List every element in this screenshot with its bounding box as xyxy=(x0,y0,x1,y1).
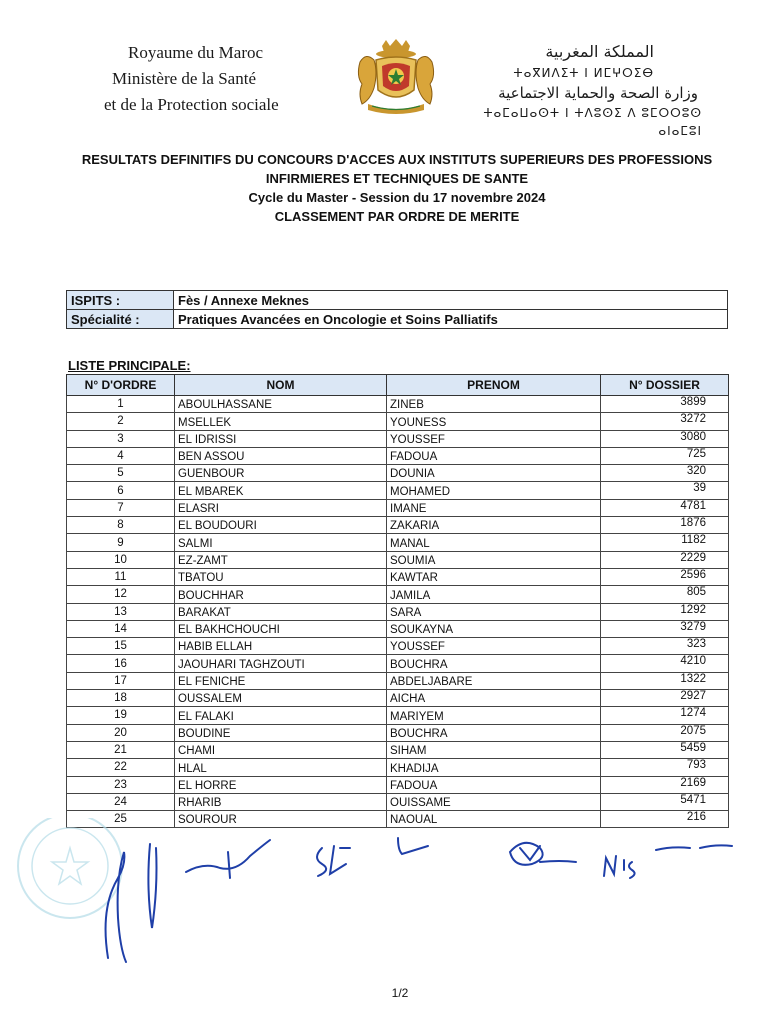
signature-4 xyxy=(398,838,428,854)
specialite-value: Pratiques Avancées en Oncologie et Soins Palliatifs xyxy=(174,310,728,329)
rank-cell: 25 xyxy=(67,811,175,828)
dossier-cell: 39 xyxy=(601,482,729,499)
table-row xyxy=(67,430,729,447)
table-row xyxy=(67,499,729,516)
nom-cell: MSELLEK xyxy=(175,413,387,430)
dossier-cell: 3899 xyxy=(601,396,729,413)
table-row xyxy=(67,638,729,655)
rank-cell: 12 xyxy=(67,586,175,603)
table-row xyxy=(67,655,729,672)
table-row xyxy=(67,776,729,793)
table-row xyxy=(67,534,729,551)
prenom-cell: MOHAMED xyxy=(387,482,601,499)
dossier-cell: 1292 xyxy=(601,603,729,620)
prenom-cell: YOUSSEF xyxy=(387,638,601,655)
rank-cell: 18 xyxy=(67,690,175,707)
rank-cell: 8 xyxy=(67,517,175,534)
dossier-cell: 2596 xyxy=(601,568,729,585)
rank-cell: 11 xyxy=(67,568,175,585)
title-line-1: RESULTATS DEFINITIFS DU CONCOURS D'ACCES AUX INSTITUTS SUPERIEURS DES PROFESSIONS xyxy=(81,152,713,167)
nom-cell: EZ-ZAMT xyxy=(175,551,387,568)
nom-cell: SALMI xyxy=(175,534,387,551)
rank-cell: 17 xyxy=(67,672,175,689)
table-row xyxy=(67,620,729,637)
rank-cell: 1 xyxy=(67,396,175,413)
nom-cell: EL HORRE xyxy=(175,776,387,793)
nom-cell: RHARIB xyxy=(175,793,387,810)
table-row xyxy=(67,482,729,499)
nom-cell: HLAL xyxy=(175,759,387,776)
rank-cell: 3 xyxy=(67,430,175,447)
prenom-cell: SIHAM xyxy=(387,741,601,758)
moroccan-coat-of-arms-logo xyxy=(354,38,438,118)
nom-cell: ELASRI xyxy=(175,499,387,516)
prenom-cell: FADOUA xyxy=(387,776,601,793)
dossier-cell: 1322 xyxy=(601,672,729,689)
nom-cell: EL FENICHE xyxy=(175,672,387,689)
nom-cell: EL BOUDOURI xyxy=(175,517,387,534)
title-line-2: INFIRMIERES ET TECHNIQUES DE SANTE xyxy=(265,171,529,186)
table-row xyxy=(67,707,729,724)
results-table xyxy=(66,374,729,828)
handwritten-signatures xyxy=(106,838,732,962)
dossier-cell: 805 xyxy=(601,586,729,603)
prenom-cell: BOUCHRA xyxy=(387,724,601,741)
dossier-cell: 2075 xyxy=(601,724,729,741)
ministry-name-arabic: وزارة الصحة والحماية الاجتماعية xyxy=(498,84,698,102)
rank-cell: 15 xyxy=(67,638,175,655)
ministry-name-tifinagh: ⵜⴰⵎⴰⵡⴰⵙⵜ ⵏ ⵜⴷⵓⵙⵉ ⴷ ⵓⵎⵔⵔⵓⵙ ⴰⵏⴰⵎⵓⵏ xyxy=(483,106,702,138)
table-row xyxy=(67,551,729,568)
signature-1-mark xyxy=(148,844,156,928)
nom-cell: CHAMI xyxy=(175,741,387,758)
kingdom-name-tifinagh: ⵜⴰⴳⵍⴷⵉⵜ ⵏ ⵍⵎⵖⵔⵉⴱ xyxy=(513,66,654,80)
prenom-cell: KAWTAR xyxy=(387,568,601,585)
document-title xyxy=(50,150,744,226)
rank-cell: 20 xyxy=(67,724,175,741)
nom-cell: EL IDRISSI xyxy=(175,430,387,447)
header-dossier: N° DOSSIER xyxy=(601,375,729,396)
rank-cell: 7 xyxy=(67,499,175,516)
kingdom-name-arabic: المملكة المغربية xyxy=(545,42,654,61)
ministry-name-line1: Ministère de la Santé xyxy=(112,69,256,88)
dossier-cell: 4210 xyxy=(601,655,729,672)
table-row xyxy=(67,724,729,741)
nom-cell: BARAKAT xyxy=(175,603,387,620)
specialite-row xyxy=(67,310,728,329)
nom-cell: EL FALAKI xyxy=(175,707,387,724)
institute-info-table xyxy=(66,290,728,329)
nom-cell: BEN ASSOU xyxy=(175,447,387,464)
table-row xyxy=(67,690,729,707)
prenom-cell: YOUSSEF xyxy=(387,430,601,447)
rank-cell: 4 xyxy=(67,447,175,464)
nom-cell: ABOULHASSANE xyxy=(175,396,387,413)
rank-cell: 19 xyxy=(67,707,175,724)
prenom-cell: JAMILA xyxy=(387,586,601,603)
prenom-cell: SARA xyxy=(387,603,601,620)
table-row xyxy=(67,603,729,620)
dossier-cell: 1182 xyxy=(601,534,729,551)
prenom-cell: OUISSAME xyxy=(387,793,601,810)
page-number: 1/2 xyxy=(391,986,409,1000)
prenom-cell: FADOUA xyxy=(387,447,601,464)
nom-cell: EL MBAREK xyxy=(175,482,387,499)
signature-5 xyxy=(510,843,576,865)
table-row xyxy=(67,672,729,689)
table-row xyxy=(67,759,729,776)
nom-cell: HABIB ELLAH xyxy=(175,638,387,655)
header-nom: NOM xyxy=(175,375,387,396)
ispits-row xyxy=(67,291,728,310)
nom-cell: OUSSALEM xyxy=(175,690,387,707)
signature-3 xyxy=(317,846,350,876)
title-line-3: Cycle du Master - Session du 17 novembre 2024 xyxy=(248,190,546,205)
rank-cell: 21 xyxy=(67,741,175,758)
table-row xyxy=(67,465,729,482)
prenom-cell: MANAL xyxy=(387,534,601,551)
prenom-cell: SOUKAYNA xyxy=(387,620,601,637)
dossier-cell: 320 xyxy=(601,465,729,482)
prenom-cell: BOUCHRA xyxy=(387,655,601,672)
table-row xyxy=(67,447,729,464)
ispits-value: Fès / Annexe Meknes xyxy=(174,291,728,310)
nom-cell: EL BAKHCHOUCHI xyxy=(175,620,387,637)
prenom-cell: MARIYEM xyxy=(387,707,601,724)
table-row xyxy=(67,586,729,603)
dossier-cell: 3272 xyxy=(601,413,729,430)
table-row xyxy=(67,517,729,534)
prenom-cell: SOUMIA xyxy=(387,551,601,568)
prenom-cell: ABDELJABARE xyxy=(387,672,601,689)
nom-cell: SOUROUR xyxy=(175,811,387,828)
table-row xyxy=(67,793,729,810)
specialite-label: Spécialité : xyxy=(67,310,174,329)
prenom-cell: IMANE xyxy=(387,499,601,516)
rank-cell: 23 xyxy=(67,776,175,793)
dossier-cell: 323 xyxy=(601,638,729,655)
nom-cell: JAOUHARI TAGHZOUTI xyxy=(175,655,387,672)
ministry-header-ar xyxy=(440,40,710,140)
list-heading: LISTE PRINCIPALE: xyxy=(68,358,191,373)
prenom-cell: ZAKARIA xyxy=(387,517,601,534)
dossier-cell: 3080 xyxy=(601,430,729,447)
prenom-cell: DOUNIA xyxy=(387,465,601,482)
ministry-name-line2: et de la Protection sociale xyxy=(104,95,279,114)
header-prenom: PRENOM xyxy=(387,375,601,396)
table-row xyxy=(67,396,729,413)
rank-cell: 13 xyxy=(67,603,175,620)
dossier-cell: 2229 xyxy=(601,551,729,568)
rank-cell: 9 xyxy=(67,534,175,551)
nom-cell: TBATOU xyxy=(175,568,387,585)
prenom-cell: AICHA xyxy=(387,690,601,707)
rank-cell: 22 xyxy=(67,759,175,776)
official-stamp xyxy=(18,818,122,918)
rank-cell: 10 xyxy=(67,551,175,568)
rank-cell: 24 xyxy=(67,793,175,810)
nom-cell: BOUDINE xyxy=(175,724,387,741)
signature-6 xyxy=(604,845,732,878)
prenom-cell: KHADIJA xyxy=(387,759,601,776)
table-row xyxy=(67,741,729,758)
dossier-cell: 4781 xyxy=(601,499,729,516)
dossier-cell: 5459 xyxy=(601,741,729,758)
dossier-cell: 1876 xyxy=(601,517,729,534)
nom-cell: BOUCHHAR xyxy=(175,586,387,603)
prenom-cell: ZINEB xyxy=(387,396,601,413)
dossier-cell: 3279 xyxy=(601,620,729,637)
nom-cell: GUENBOUR xyxy=(175,465,387,482)
prenom-cell: YOUNESS xyxy=(387,413,601,430)
dossier-cell: 216 xyxy=(601,811,729,828)
table-header-row xyxy=(67,375,729,396)
table-row xyxy=(67,568,729,585)
table-row xyxy=(67,413,729,430)
rank-cell: 16 xyxy=(67,655,175,672)
ispits-label: ISPITS : xyxy=(67,291,174,310)
rank-cell: 14 xyxy=(67,620,175,637)
dossier-cell: 725 xyxy=(601,447,729,464)
dossier-cell: 2927 xyxy=(601,690,729,707)
header-rank: N° D'ORDRE xyxy=(67,375,175,396)
prenom-cell: NAOUAL xyxy=(387,811,601,828)
rank-cell: 6 xyxy=(67,482,175,499)
dossier-cell: 2169 xyxy=(601,776,729,793)
kingdom-name: Royaume du Maroc xyxy=(128,43,264,62)
signatures-area xyxy=(0,818,768,978)
ministry-header-fr xyxy=(96,40,326,118)
rank-cell: 5 xyxy=(67,465,175,482)
rank-cell: 2 xyxy=(67,413,175,430)
title-line-4: CLASSEMENT PAR ORDRE DE MERITE xyxy=(274,209,520,224)
signature-2 xyxy=(186,840,270,878)
dossier-cell: 793 xyxy=(601,759,729,776)
dossier-cell: 5471 xyxy=(601,793,729,810)
dossier-cell: 1274 xyxy=(601,707,729,724)
